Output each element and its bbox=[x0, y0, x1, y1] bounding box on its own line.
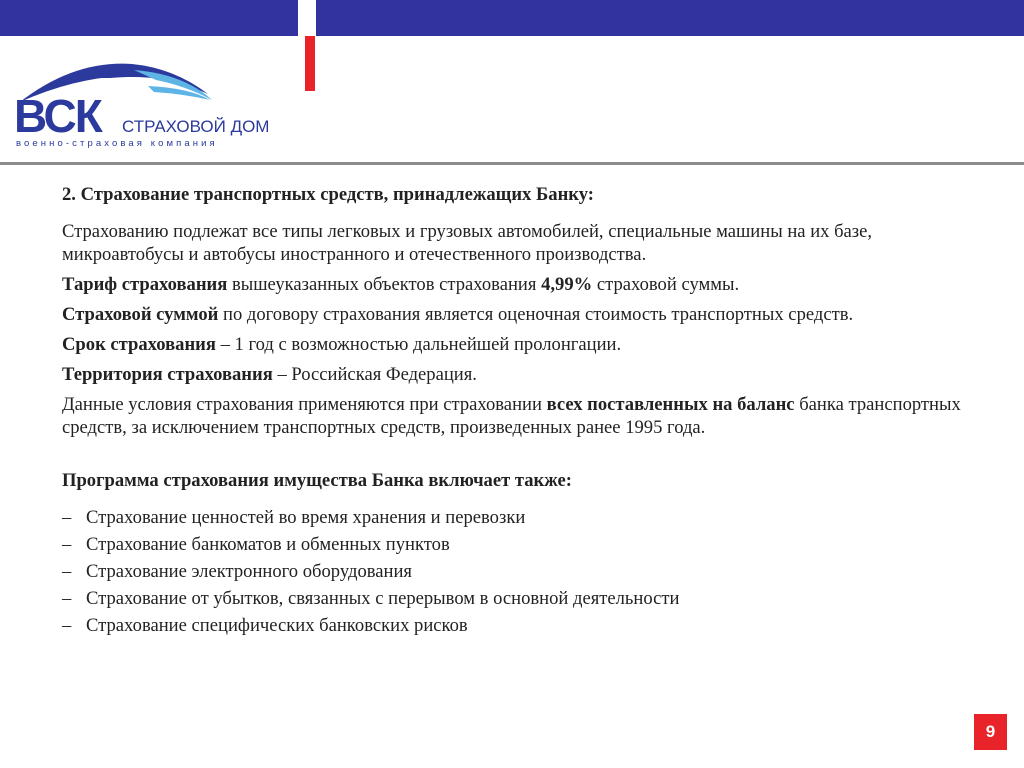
territory-paragraph bbox=[62, 363, 972, 386]
list-marker: – bbox=[62, 615, 72, 636]
logo-name: СТРАХОВОЙ ДОМ bbox=[122, 117, 270, 136]
list-marker: – bbox=[62, 507, 72, 528]
sum-text: по договору страхования является оценочная стоимость транспортных средств. bbox=[218, 304, 854, 325]
intro-paragraph: Страхованию подлежат все типы легковых и грузовых автомобилей, специальные машины на их базе, микроавтобусы и автобусы иностранного и отечественного производства. bbox=[62, 221, 873, 265]
top-band-left bbox=[0, 0, 298, 36]
list-marker: – bbox=[62, 588, 72, 609]
territory-label: Территория страхования bbox=[62, 364, 273, 385]
conditions-bold: всех поставленных на баланс bbox=[546, 394, 795, 415]
list-item-text: Страхование электронного оборудования bbox=[86, 561, 412, 582]
tariff-paragraph bbox=[62, 273, 972, 296]
sum-paragraph bbox=[62, 303, 972, 326]
program-heading: Программа страхования имущества Банка включает также: bbox=[62, 470, 572, 491]
program-list bbox=[62, 506, 972, 637]
list-item-text: Страхование банкоматов и обменных пунктов bbox=[86, 534, 450, 555]
sum-label: Страховой суммой bbox=[62, 304, 219, 325]
tariff-text-before: вышеуказанных объектов страхования bbox=[227, 274, 542, 295]
list-item-text: Страхование от убытков, связанных с перерывом в основной деятельности bbox=[86, 588, 680, 609]
conditions-text-before: Данные условия страхования применяются при страховании bbox=[62, 394, 547, 415]
list-item bbox=[62, 506, 972, 529]
vsk-logo-icon bbox=[14, 56, 304, 152]
tariff-label: Тариф страхования bbox=[62, 274, 228, 295]
red-accent-stripe bbox=[305, 36, 315, 91]
tariff-rate: 4,99% bbox=[541, 274, 593, 295]
section-heading: 2. Страхование транспортных средств, принадлежащих Банку: bbox=[62, 184, 594, 205]
list-marker: – bbox=[62, 534, 72, 555]
tariff-text-after: страховой суммы. bbox=[592, 274, 740, 295]
conditions-text-after: банка транспортных средств, за исключением транспортных средств, произведенных ранее 1995 года. bbox=[62, 394, 961, 438]
logo-tagline: военно-страховая компания bbox=[16, 138, 218, 149]
term-label: Срок страхования bbox=[62, 334, 216, 355]
list-item-text: Страхование ценностей во время хранения и перевозки bbox=[86, 507, 526, 528]
list-item bbox=[62, 533, 972, 556]
list-item-text: Страхование специфических банковских рисков bbox=[86, 615, 468, 636]
slide-content bbox=[62, 183, 972, 641]
company-logo bbox=[14, 56, 304, 152]
term-text: – 1 год с возможностью дальнейшей пролонгации. bbox=[215, 334, 622, 355]
territory-text: – Российская Федерация. bbox=[272, 364, 477, 385]
list-item bbox=[62, 587, 972, 610]
page-number-badge: 9 bbox=[974, 714, 1007, 750]
top-band-right bbox=[316, 0, 1024, 36]
logo-mark: ВСК bbox=[14, 90, 101, 142]
list-item bbox=[62, 560, 972, 583]
conditions-paragraph bbox=[62, 393, 972, 439]
header-divider bbox=[0, 162, 1024, 165]
list-item bbox=[62, 614, 972, 637]
term-paragraph bbox=[62, 333, 972, 356]
list-marker: – bbox=[62, 561, 72, 582]
